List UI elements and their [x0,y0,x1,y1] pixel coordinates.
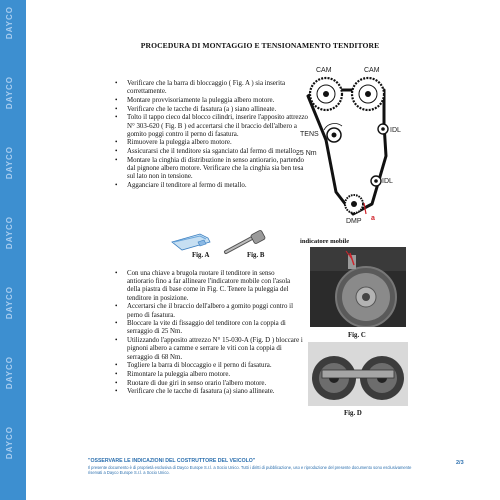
list-item: • Verificare che le tacche di fasatura (a ) siano allineate. [113,106,313,114]
locking-bar-illustration [170,228,214,254]
list-item: • Con una chiave a brugola ruotare il tenditore in senso antiorario fino a far allineare l'indicatore mobile con l'asola della piastra di base come in Fig. C. Tenere la puleggia del tenditore in posizione. [113,270,303,303]
tensioner-photo [310,247,406,327]
footer [88,458,468,475]
brand-sidebar [0,0,26,500]
brand-watermark: DAYCO [5,76,14,110]
list-item: • Togliere la barra di bloccaggio e il perno di fasatura. [113,362,303,370]
brand-watermark: DAYCO [5,216,14,250]
list-item: • Agganciare il tenditore al fermo di metallo. [113,182,313,190]
fig-c-caption: Fig. C [348,332,366,339]
cam-pulley-left [310,78,342,110]
idler-upper-label: IDL [390,127,401,134]
fig-a-caption: Fig. A [192,252,210,259]
list-item: • Verificare che le tacche di fasatura (a) siano allineate. [113,388,303,396]
list-item: • Bloccare la vite di fissaggio del tenditore con la coppia di serraggio di 25 Nm. [113,320,303,336]
brand-watermark: DAYCO [5,426,14,460]
fig-b-caption: Fig. B [247,252,265,259]
tensioner-label: TENS [300,131,319,138]
list-item: • Accertarsi che il braccio dell'albero a gomito poggi contro il perno di fasatura. [113,303,303,319]
fig-d-caption: Fig. D [344,410,362,417]
camshaft-locking-tool-photo [308,342,408,406]
crankshaft-sprocket [345,195,363,213]
cam-pulley-right [352,78,384,110]
brand-watermark: DAYCO [5,146,14,180]
brand-watermark: DAYCO [5,356,14,390]
timing-mark-label: a [371,215,375,222]
list-item: • Tolto il tappo cieco dal blocco cilindri, inserire l'apposito attrezzo N° 303-620 ( Fig. B ) ed accertarsi che il braccio dell'albero a gomito poggi contro il perno di fasatura. [113,114,313,139]
list-item: • Rimontare la puleggia albero motore. [113,371,303,379]
brand-watermark: DAYCO [5,286,14,320]
idler-lower-label: IDL [382,178,393,185]
belt-routing-diagram [296,64,402,224]
torque-label: 25 Nm [296,150,317,157]
list-item: • Assicurarsi che il tenditore sia sganciato dal fermo di metallo. [113,148,313,156]
list-item: • Utilizzando l'apposito attrezzo N° 15-030-A (Fig. D ) bloccare i pignoni albero a camme e serrare le viti con la coppia di serraggio di 68 Nm. [113,337,303,362]
brand-watermark: DAYCO [5,6,14,40]
footer-notice: "OSSERVARE LE INDICAZIONI DEL COSTRUTTORE DEL VEICOLO" [88,458,256,464]
list-item: • Ruotare di due giri in senso orario l'albero motore. [113,380,303,388]
list-item: • Montare provvisoriamente la puleggia albero motore. [113,97,313,105]
instruction-list-b [113,270,303,397]
footer-legal: Il presente documento è di proprietà esclusiva di Dayco Europe S.r.l. a Socio Unico. Tutti i diritti di pubblicazione, uso e riproduzione del presente documento sono esclusivamente riservati a Dayco Europe S.r.l. a Socio Unico. [88,465,412,475]
instruction-list-a [113,80,313,191]
page-number: 2/3 [456,460,464,466]
damper-label: DMP [346,218,362,224]
list-item: • Verificare che la barra di bloccaggio ( Fig. A ) sia inserita correttamente. [113,80,313,96]
idler-pulley-upper [378,124,388,134]
list-item: • Rimuovere la puleggia albero motore. [113,139,313,147]
cam-right-label: CAM [364,67,380,74]
idler-pulley-lower [371,176,381,186]
page-title: PROCEDURA DI MONTAGGIO E TENSIONAMENTO TENDITORE [140,41,380,50]
cam-left-label: CAM [316,67,332,74]
movable-indicator-label: indicatore mobile [300,238,350,245]
list-item: • Montare la cinghia di distribuzione in senso antiorario, partendo dal pignone albero motore. Verificare che la cinghia sia ben tesa sul lato non in tensione. [113,157,313,182]
